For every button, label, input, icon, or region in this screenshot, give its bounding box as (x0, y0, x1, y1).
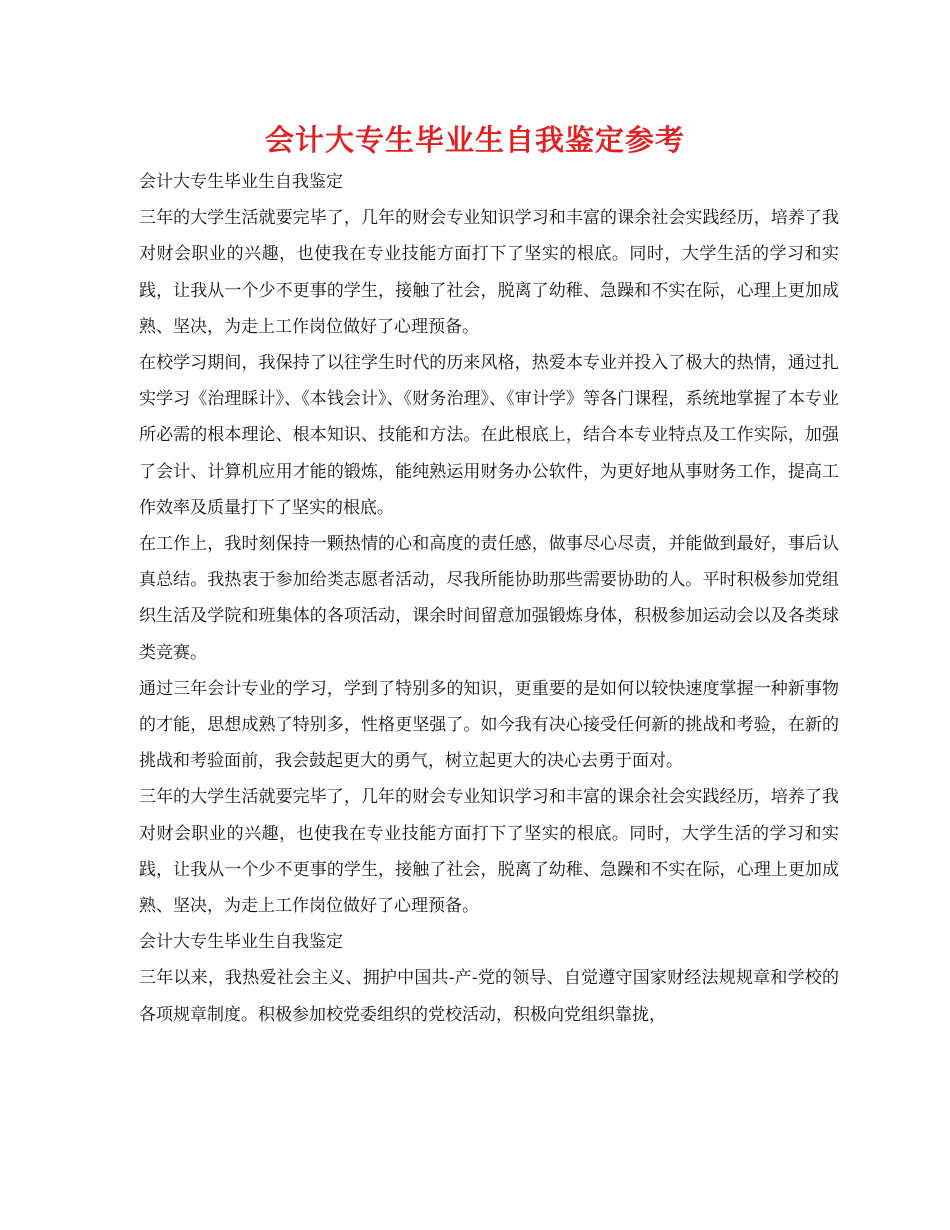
body-paragraph: 在工作上，我时刻保持一颗热情的心和高度的责任感，做事尽心尽责，并能做到最好，事后认真总结。我热衷于参加给类志愿者活动，尽我所能协助那些需要协助的人。平时积极参加党组织生活及学院和班集体的各项活动，课余时间留意加强锻炼身体，积极参加运动会以及各类球类竞赛。 (139, 534, 839, 663)
subtitle-heading: 会计大专生毕业生自我鉴定 (139, 172, 343, 192)
document-body (139, 164, 839, 1033)
body-paragraph: 三年以来，我热爱社会主义、拥护中国共-产-党的领导、自觉遵守国家财经法规规章和学校的各项规章制度。积极参加校党委组织的党校活动，积极向党组织靠拢， (139, 968, 839, 1025)
body-paragraph: 通过三年会计专业的学习，学到了特别多的知识，更重要的是如何以较快速度掌握一种新事物的才能，思想成熟了特别多，性格更坚强了。如今我有决心接受任何新的挑战和考验，在新的挑战和考验面前，我会鼓起更大的勇气，树立起更大的决心去勇于面对。 (139, 678, 839, 772)
body-paragraph: 三年的大学生活就要完毕了，几年的财会专业知识学习和丰富的课余社会实践经历，培养了我对财会职业的兴趣，也使我在专业技能方面打下了坚实的根底。同时，大学生活的学习和实践，让我从一个少不更事的学生，接触了社会，脱离了幼稚、急躁和不实在际，心理上更加成熟、坚决，为走上工作岗位做好了心理预备。 (139, 787, 839, 917)
body-paragraph: 在校学习期间，我保持了以往学生时代的历来风格，热爱本专业并投入了极大的热情，通过扎实学习《治理睬计》、《本钱会计》、《财务治理》、《审计学》等各门课程，系统地掌握了本专业所必需的根本理论、根本知识、技能和方法。在此根底上，结合本专业特点及工作实际，加强了会计、计算机应用才能的锻炼，能纯熟运用财务办公软件，为更好地从事财务工作，提高工作效率及质量打下了坚实的根底。 (139, 353, 839, 518)
body-paragraph: 三年的大学生活就要完毕了，几年的财会专业知识学习和丰富的课余社会实践经历，培养了我对财会职业的兴趣，也使我在专业技能方面打下了坚实的根底。同时，大学生活的学习和实践，让我从一个少不更事的学生，接触了社会，脱离了幼稚、急躁和不实在际，心理上更加成熟、坚决，为走上工作岗位做好了心理预备。 (139, 208, 839, 337)
document-title: 会计大专生毕业生自我鉴定参考 (264, 123, 685, 157)
subtitle-heading: 会计大专生毕业生自我鉴定 (139, 932, 343, 953)
